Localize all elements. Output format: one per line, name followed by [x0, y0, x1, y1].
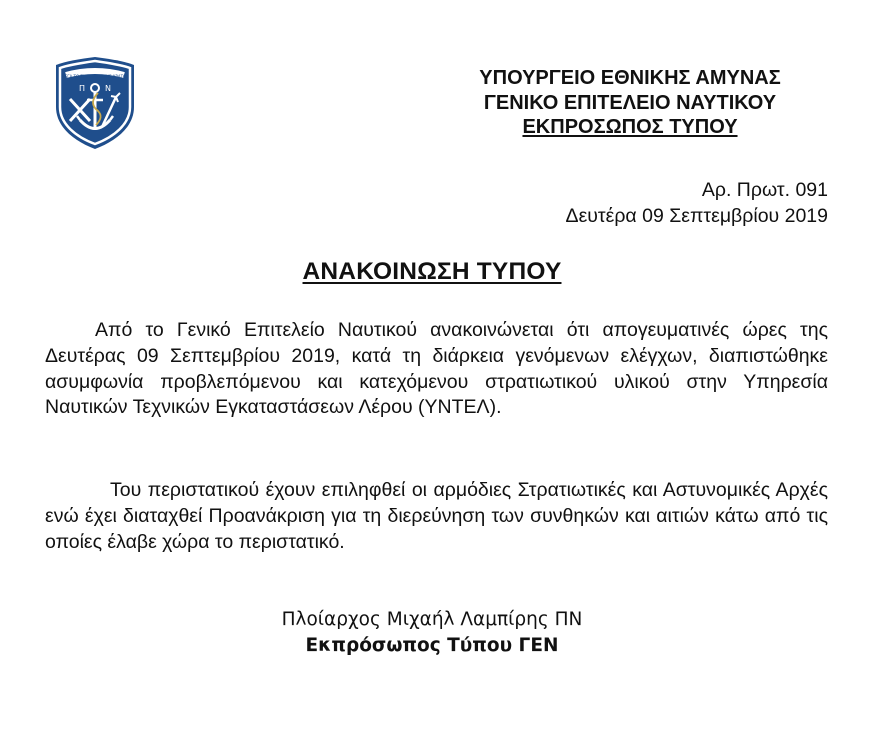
signatory-name: Πλοίαρχος Μιχαήλ Λαμπίρης ΠΝ [281, 609, 583, 630]
signatory-role: Εκπρόσωπος Τύπου ΓΕΝ [305, 635, 559, 656]
document-reference [566, 178, 828, 229]
protocol-number: Αρ. Πρωτ. 091 [701, 179, 828, 201]
document-title: ΑΝΑΚΟΙΝΩΣΗ ΤΥΠΟΥ [302, 258, 562, 285]
body-paragraph-2: Του περιστατικού έχουν επιληφθεί οι αρμόδιες Στρατιωτικές και Αστυνομικές Αρχές ενώ έχει διαταχθεί Προανάκριση για τη διερεύνηση των συνθηκών και αιτιών κάτω από τις οποίες έλαβε χώρα το περιστατικό. [45, 479, 828, 553]
svg-text:Ν: Ν [105, 84, 111, 93]
hellenic-navy-emblem-icon [52, 55, 138, 151]
organization-header [430, 66, 830, 140]
svg-text:ΜΕΓΑ ΤΟ ΤΗΣ ΘΑΛΑΣΣΗΣ ΚΡΑΤΟΣ: ΜΕΓΑ ΤΟ ΤΗΣ ΘΑΛΑΣΣΗΣ ΚΡΑΤΟΣ [61, 74, 129, 79]
ministry-name: ΥΠΟΥΡΓΕΙΟ ΕΘΝΙΚΗΣ ΑΜΥΝΑΣ [479, 67, 781, 89]
document-date: Δευτέρα 09 Σεπτεμβρίου 2019 [565, 204, 828, 227]
navy-staff-name: ΓΕΝΙΚΟ ΕΠΙΤΕΛΕΙΟ ΝΑΥΤΙΚΟΥ [483, 91, 777, 114]
body-paragraph-1: Από το Γενικό Επιτελείο Ναυτικού ανακοινώνεται ότι απογευματινές ώρες της Δευτέρας 09 Σεπτεμβρίου 2019, κατά τη διάρκεια γενόμενων ελέγχων, διαπιστώθηκε ασυμφωνία προβλεπόμενου και κατεχόμενου στρατιωτικού υλικού στην Υπηρεσία Ναυτικών Τεχνικών Εγκαταστάσεων Λέρου (ΥΝΤΕΛ). [45, 319, 828, 419]
svg-text:Π: Π [79, 84, 86, 93]
signature-block [0, 607, 864, 659]
press-office-name: ΕΚΠΡΟΣΩΠΟΣ ΤΥΠΟΥ [522, 116, 738, 138]
